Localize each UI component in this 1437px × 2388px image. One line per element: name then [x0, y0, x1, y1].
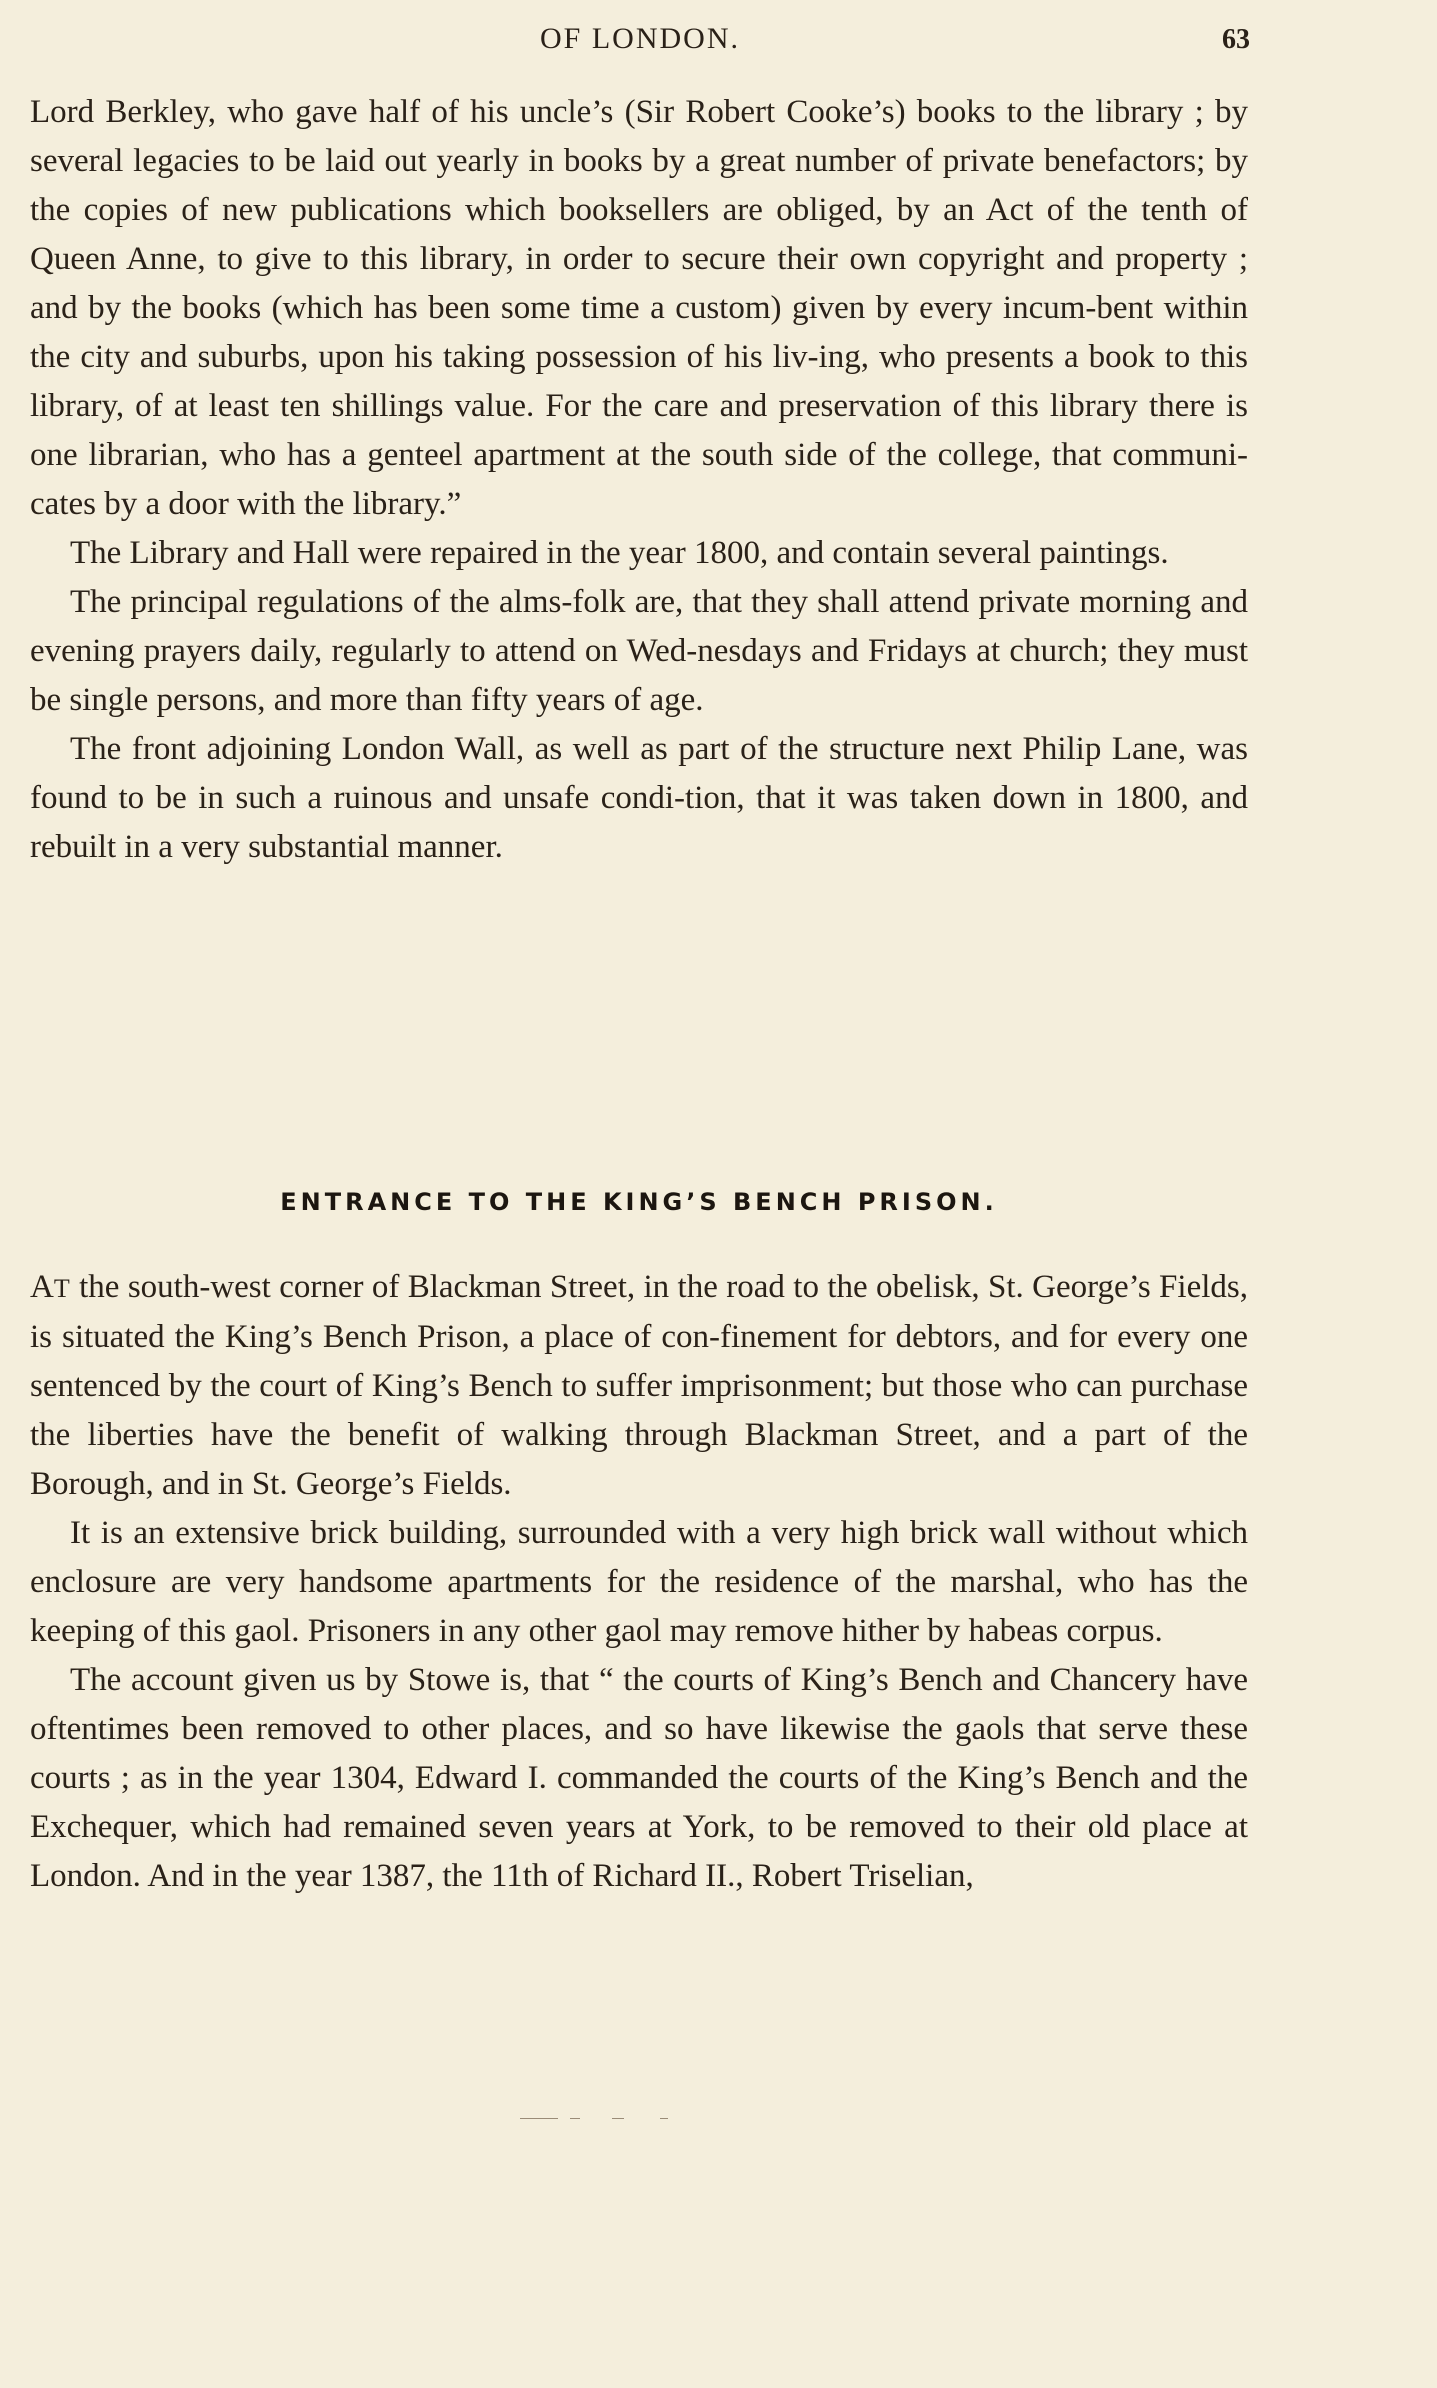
section-heading: ENTRANCE TO THE KING’S BENCH PRISON.: [280, 1188, 998, 1216]
paragraph: It is an extensive brick building, surrounded with a very high brick wall without which enclosure are very handsome apartments for the residence of the marshal, who has the keeping of this gaol. Prisoners in any other gaol may remove hither by habeas corpus.: [30, 1515, 1248, 1649]
page-number: 63: [1222, 24, 1250, 55]
opening-smallcaps: T: [53, 1274, 71, 1303]
body-text-section: [30, 1263, 1248, 1901]
paragraph: The front adjoining London Wall, as well as part of the structure next Philip Lane, was found to be in such a ruinous and unsafe condi-tion, that it was taken down in 1800, and rebuilt in a very substantial manner.: [30, 731, 1248, 865]
paragraph: The Library and Hall were repaired in the year 1800, and contain several paintings.: [70, 535, 1169, 571]
running-head: [30, 22, 1250, 62]
footer-rule-marks: [520, 2118, 740, 2124]
paragraph: The account given us by Stowe is, that “ the courts of King’s Bench and Chancery have oftentimes been removed to other places, and so have likewise the gaols that serve these courts ; as in the year 1304, Edward I. commanded the courts of the King’s Bench and the Exchequer, which had remained seven years at York, to be removed to their old place at London. And in the year 1387, the 11th of Richard II., Robert Triselian,: [30, 1662, 1248, 1894]
running-title: OF LONDON.: [540, 22, 740, 55]
opening-initial: A: [30, 1269, 54, 1305]
body-text-top: [30, 88, 1248, 872]
paragraph: Lord Berkley, who gave half of his uncle’s (Sir Robert Cooke’s) books to the library ; by several legacies to be laid out yearly in books by a great number of private benefactors; by the copies of new publications which booksellers are obliged, by an Act of the tenth of Queen Anne, to give to this library, in order to secure their own copyright and property ; and by the books (which has been some time a custom) given by every incum-bent within the city and suburbs, upon his taking possession of his liv-ing, who presents a book to this library, of at least ten shillings value. For the care and preservation of this library there is one librarian, who has a genteel apartment at the south side of the college, that communi-cates by a door with the library.”: [30, 94, 1248, 522]
paragraph: The principal regulations of the alms-folk are, that they shall attend private morning and evening prayers daily, regularly to attend on Wed-nesdays and Fridays at church; they must be single persons, and more than fifty years of age.: [30, 584, 1248, 718]
opening-paragraph: [30, 1263, 1248, 1509]
opening-text: the south-west corner of Blackman Street, in the road to the obelisk, St. George’s Fields, is situated the King’s Bench Prison, a place of con-finement for debtors, and for every one sentenced by the court of King’s Bench to suffer imprisonment; but those who can purchase the liberties have the benefit of walking through Blackman Street, and a part of the Borough, and in St. George’s Fields.: [30, 1269, 1248, 1502]
